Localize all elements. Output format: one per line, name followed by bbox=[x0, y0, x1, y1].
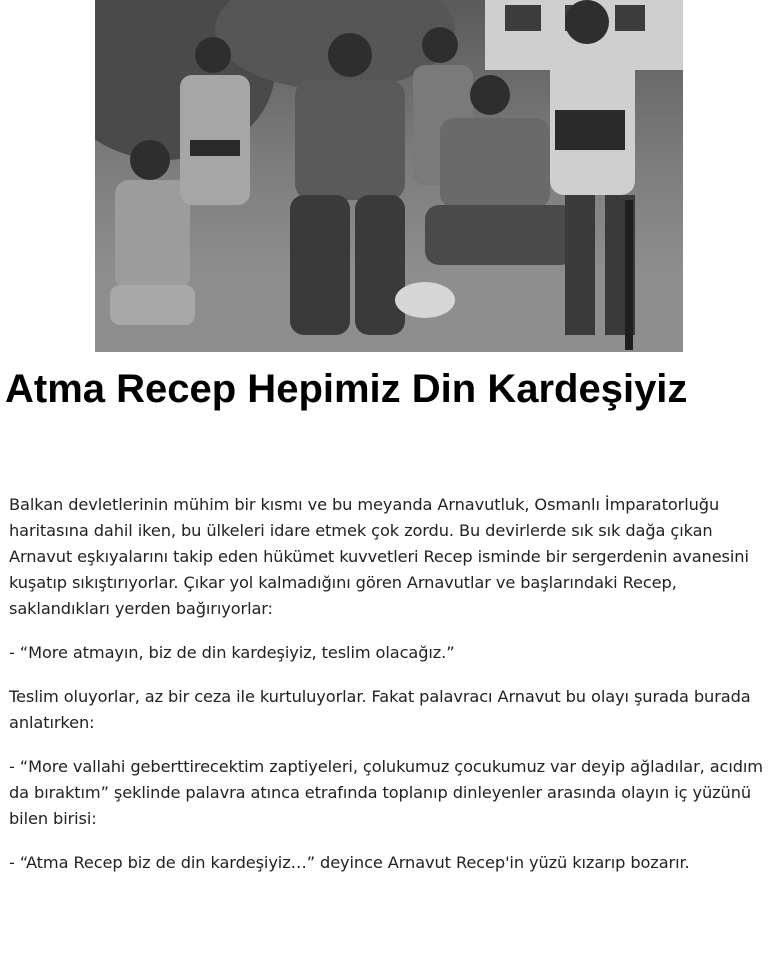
article-title: Atma Recep Hepimiz Din Kardeşiyiz bbox=[5, 367, 688, 411]
article-body bbox=[9, 492, 777, 894]
article-paragraph: - “More vallahi geberttirecektim zaptiyeleri, çolukumuz çocukumuz var deyip ağladılar, acıdım da bıraktım” şeklinde palavra atınca etrafında toplanıp dinleyenler arasında olayın iç yüzünü bilen birisi: bbox=[9, 757, 763, 828]
article-photo bbox=[95, 0, 683, 352]
historical-group-photo-icon bbox=[95, 0, 683, 352]
article-paragraph: - “Atma Recep biz de din kardeşiyiz…” deyince Arnavut Recep'in yüzü kızarıp bozarır. bbox=[9, 853, 690, 872]
article-paragraph: - “More atmayın, biz de din kardeşiyiz, teslim olacağız.” bbox=[9, 643, 455, 662]
article-paragraph: Balkan devletlerinin mühim bir kısmı ve bu meyanda Arnavutluk, Osmanlı İmparatorluğu haritasına dahil iken, bu ülkeleri idare etmek çok zordu. Bu devirlerde sık sık dağa çıkan Arnavut eşkıyalarını takip eden hükümet kuvvetleri Recep isminde bir sergerdenin avanesini kuşatıp sıkıştırıyorlar. Çıkar yol kalmadığını gören Arnavutlar ve başlarındaki Recep, saklandıkları yerden bağırıyorlar: bbox=[9, 495, 749, 618]
article-paragraph: Teslim oluyorlar, az bir ceza ile kurtuluyorlar. Fakat palavracı Arnavut bu olayı şurada burada anlatırken: bbox=[9, 687, 751, 732]
